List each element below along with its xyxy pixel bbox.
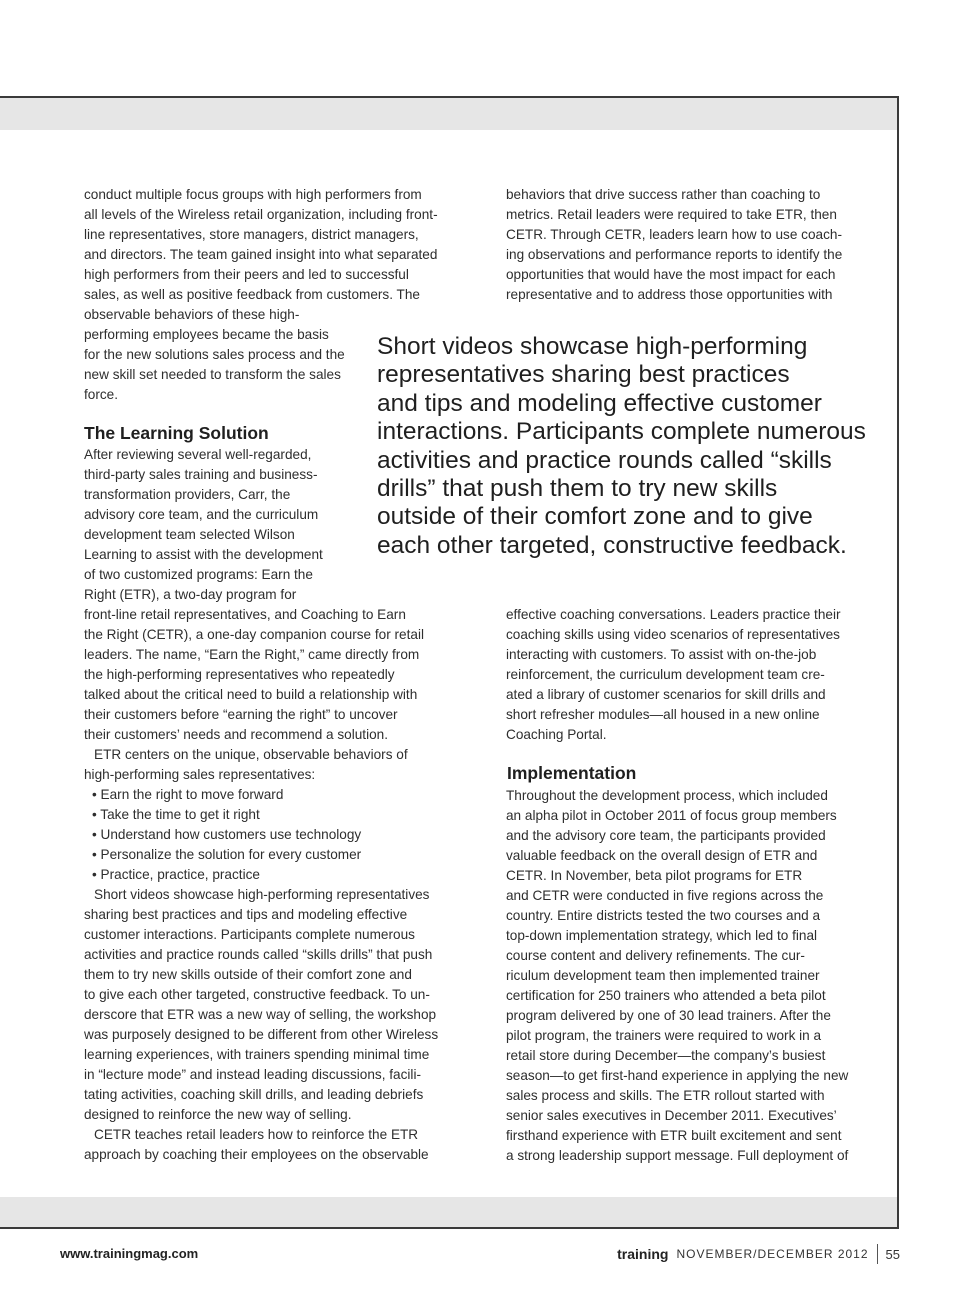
- text-line: retail store during December—the company’s busiest: [506, 1048, 826, 1063]
- text-line: activities and practice rounds called “skills drills” that push: [84, 947, 433, 962]
- text-line: reinforcement, the curriculum development team cre-: [506, 667, 825, 682]
- text-line: • Take the time to get it right: [92, 807, 260, 822]
- text-line: interacting with customers. To assist with on-the-job: [506, 647, 817, 662]
- text-line: and CETR were conducted in five regions across the: [506, 888, 824, 903]
- text-line: them to try new skills outside of their comfort zone and: [84, 967, 412, 982]
- text-line: After reviewing several well-regarded,: [84, 447, 312, 462]
- text-line: front-line retail representatives, and Coaching to Earn: [84, 607, 406, 622]
- text-line: an alpha pilot in October 2011 of focus group members: [506, 808, 837, 823]
- pull-quote-line: interactions. Participants complete numerous: [377, 418, 866, 446]
- text-line: certification for 250 trainers who attended a beta pilot: [506, 988, 826, 1003]
- text-line: the Right (CETR), a one-day companion course for retail: [84, 627, 424, 642]
- text-line: tating activities, coaching skill drills, and leading debriefs: [84, 1087, 424, 1102]
- text-line: of two customized programs: Earn the: [84, 567, 313, 582]
- text-line: short refresher modules—all housed in a new online: [506, 707, 820, 722]
- text-line: observable behaviors of these high-: [84, 307, 300, 322]
- text-line: ing observations and performance reports to identify the: [506, 247, 843, 262]
- text-line: country. Entire districts tested the two courses and a: [506, 908, 821, 923]
- text-line: a strong leadership support message. Full deployment of: [506, 1148, 849, 1163]
- pull-quote-line: outside of their comfort zone and to give: [377, 503, 813, 531]
- footer-folio: [617, 1244, 900, 1264]
- text-line: leaders. The name, “Earn the Right,” came directly from: [84, 647, 420, 662]
- pull-quote-line: representatives sharing best practices: [377, 361, 790, 389]
- bottom-band: [0, 1197, 897, 1227]
- text-line: course content and delivery refinements. The cur-: [506, 948, 805, 963]
- text-line: their customers’ needs and recommend a solution.: [84, 727, 389, 742]
- text-line: designed to reinforce the new way of selling.: [84, 1107, 352, 1122]
- text-line: CETR. In November, beta pilot programs for ETR: [506, 868, 803, 883]
- page-number: 55: [885, 1246, 900, 1262]
- text-line: ETR centers on the unique, observable behaviors of: [94, 747, 408, 762]
- text-line: • Personalize the solution for every customer: [92, 847, 362, 862]
- text-line: the high-performing representatives who repeatedly: [84, 667, 395, 682]
- heading-learning-solution: The Learning Solution: [84, 423, 269, 443]
- text-line: and the advisory core team, the participants provided: [506, 828, 826, 843]
- text-line: program delivered by one of 30 lead trainers. After the: [506, 1008, 831, 1023]
- text-line: was purposely designed to be different from other Wireless: [84, 1027, 439, 1042]
- footer-url[interactable]: www.trainingmag.com: [60, 1246, 199, 1261]
- text-line: Right (ETR), a two-day program for: [84, 587, 297, 602]
- text-line: all levels of the Wireless retail organization, including front-: [84, 207, 438, 222]
- text-line: representative and to address those opportunities with: [506, 287, 833, 302]
- text-line: force.: [84, 387, 118, 402]
- heading-implementation: Implementation: [507, 763, 637, 783]
- text-line: sharing best practices and tips and modeling effective: [84, 907, 408, 922]
- text-line: metrics. Retail leaders were required to take ETR, then: [506, 207, 837, 222]
- text-line: customer interactions. Participants complete numerous: [84, 927, 415, 942]
- text-line: talked about the critical need to build a relationship with: [84, 687, 418, 702]
- text-line: high performers from their peers and led to successful: [84, 267, 409, 282]
- issue-date: NOVEMBER/DECEMBER 2012: [676, 1247, 869, 1261]
- text-line: pilot program, the trainers were required to work in a: [506, 1028, 822, 1043]
- text-line: derscore that ETR was a new way of selling, the workshop: [84, 1007, 437, 1022]
- text-line: behaviors that drive success rather than coaching to: [506, 187, 821, 202]
- text-line: senior sales executives in December 2011. Executives’: [506, 1108, 837, 1123]
- text-line: • Earn the right to move forward: [92, 787, 284, 802]
- text-line: effective coaching conversations. Leaders practice their: [506, 607, 841, 622]
- folio-divider: [877, 1244, 878, 1264]
- text-line: performing employees became the basis: [84, 327, 329, 342]
- text-line: Learning to assist with the development: [84, 547, 323, 562]
- text-line: firsthand experience with ETR built excitement and sent: [506, 1128, 842, 1143]
- text-line: coaching skills using video scenarios of representatives: [506, 627, 840, 642]
- pull-quote-line: activities and practice rounds called “skills: [377, 446, 832, 474]
- text-line: CETR teaches retail leaders how to reinforce the ETR: [94, 1127, 419, 1142]
- text-line: ated a library of customer scenarios for skill drills and: [506, 687, 826, 702]
- text-line: Short videos showcase high-performing representatives: [94, 887, 430, 902]
- text-line: valuable feedback on the overall design of ETR and: [506, 848, 818, 863]
- text-line: top-down implementation strategy, which led to final: [506, 928, 818, 943]
- magazine-name: training: [617, 1246, 669, 1262]
- text-line: advisory core team, and the curriculum: [84, 507, 319, 522]
- text-line: third-party sales training and business-: [84, 467, 318, 482]
- text-line: learning experiences, with trainers spending minimal time: [84, 1047, 430, 1062]
- text-line: development team selected Wilson: [84, 527, 295, 542]
- pull-quote-line: Short videos showcase high-performing: [377, 333, 808, 360]
- text-line: CETR. Through CETR, leaders learn how to use coach-: [506, 227, 842, 242]
- text-line: their customers before “earning the right” to uncover: [84, 707, 398, 722]
- text-line: • Understand how customers use technology: [92, 827, 362, 842]
- pull-quote-line: each other targeted, constructive feedback.: [377, 531, 847, 559]
- text-line: for the new solutions sales process and the: [84, 347, 345, 362]
- text-line: • Practice, practice, practice: [92, 867, 260, 882]
- pull-quote-line: and tips and modeling effective customer: [377, 389, 822, 417]
- text-line: opportunities that would have the most impact for each: [506, 267, 836, 282]
- text-line: transformation providers, Carr, the: [84, 487, 291, 502]
- text-line: to give each other targeted, constructive feedback. To un-: [84, 987, 430, 1002]
- text-line: and directors. The team gained insight into what separated: [84, 247, 438, 262]
- text-line: line representatives, store managers, district managers,: [84, 227, 419, 242]
- text-line: sales process and skills. The ETR rollout started with: [506, 1088, 825, 1103]
- text-line: sales, as well as positive feedback from customers. The: [84, 287, 420, 302]
- text-line: Coaching Portal.: [506, 727, 607, 742]
- text-line: season—to get first-hand experience in applying the new: [506, 1068, 849, 1083]
- text-line: new skill set needed to transform the sales: [84, 367, 341, 382]
- text-line: high-performing sales representatives:: [84, 767, 316, 782]
- text-line: riculum development team then implemented trainer: [506, 968, 820, 983]
- text-line: conduct multiple focus groups with high performers from: [84, 187, 422, 202]
- text-line: approach by coaching their employees on the observable: [84, 1147, 429, 1162]
- text-line: in “lecture mode” and instead leading discussions, facili-: [84, 1067, 421, 1082]
- pull-quote-line: drills” that push them to try new skills: [377, 474, 778, 502]
- text-line: Throughout the development process, which included: [506, 788, 828, 803]
- pull-quote: [377, 333, 866, 560]
- top-band: [0, 98, 897, 130]
